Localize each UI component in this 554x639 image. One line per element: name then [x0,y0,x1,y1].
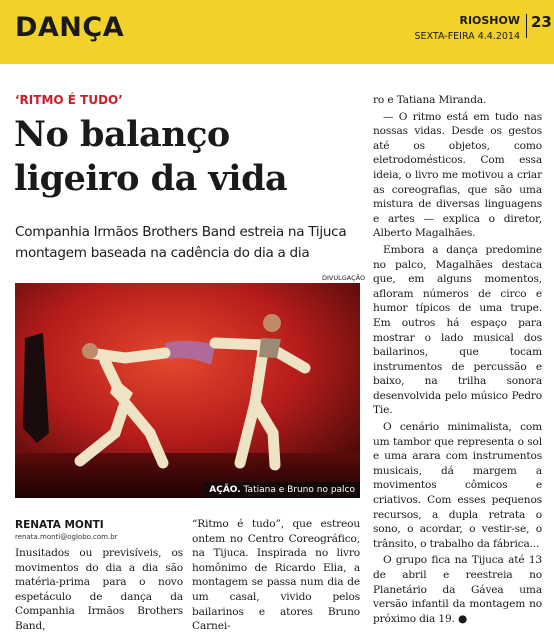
body-paragraph: ro e Tatiana Miranda. [373,94,487,106]
section-banner [0,0,554,64]
header-divider [526,14,527,38]
body-paragraph: O grupo fica na Tijuca até 13 de abril e reestreia no Planetário da Gávea uma versão infantil da montagem no próximo dia 19. ● [373,554,542,625]
section-title: DANÇA [15,12,125,43]
page-number: 23 [531,13,552,31]
body-paragraph: — O ritmo está em tudo nas nossas vidas. Desde os gestos até os objetos, como eletrodomésticos. Com essa ideia, o livro me motivou a criar as coreografias, que são uma mistura de diversas linguagens e artes — explica o diretor, Alberto Magalhães. [373,110,542,240]
caption-label: AÇÃO. [209,485,241,495]
photo-caption [204,482,360,498]
article-headline: No balanço ligeiro da vida [14,114,288,199]
body-column-1: Inusitados ou previsíveis, os movimentos do dia a dia são matéria-prima para o novo espetáculo de dança da Companhia Irmãos Brothers Band, [15,547,183,632]
author-email: renata.monti@oglobo.com.br [15,533,118,541]
issue-date: SEXTA-FEIRA 4.4.2014 [414,31,520,42]
article-deck: Companhia Irmãos Brothers Band estreia na Tijuca montagem baseada na cadência do dia a dia [15,224,347,261]
supplement-name: RIOSHOW [459,14,520,27]
body-column-2: “Ritmo é tudo”, que estreou ontem no Centro Coreográfico, na Tijuca. Inspirada no livro homônimo de Ricardo Elia, a montagem se passa num dia de um casal, vivido pelos bailarinos e atores Bruno Carnei- [192,518,360,633]
article-kicker: ‘RITMO É TUDO’ [15,93,123,107]
caption-text: Tatiana e Bruno no palco [240,485,355,495]
dancers-stage-illustration [15,283,360,498]
body-paragraph: Embora a dança predomine no palco, Magalhães destaca que, em alguns momentos, afloram números de circo e humor típicos de uma trupe. Em outros há espaço para mostrar o lado musical dos bailarinos, que tocam instrumentos de percussão e baixo, na trilha sonora desenvolvida pelo músico Pedro Tie. [373,243,542,417]
body-paragraph: O cenário minimalista, com um tambor que representa o sol e uma arara com instrumentos musicais, dá margem a movimentos cômicos e criativos. Com esses pequenos recursos, a dupla retrata o sono, o acordar, o vestir-se, o trânsito, o trabalho da fábrica... [373,421,542,550]
body-column-3 [373,93,542,628]
author-name: RENATA MONTI [15,519,104,531]
photo-credit: DIVULGAÇÃO [322,274,366,282]
article-photo [15,283,360,498]
